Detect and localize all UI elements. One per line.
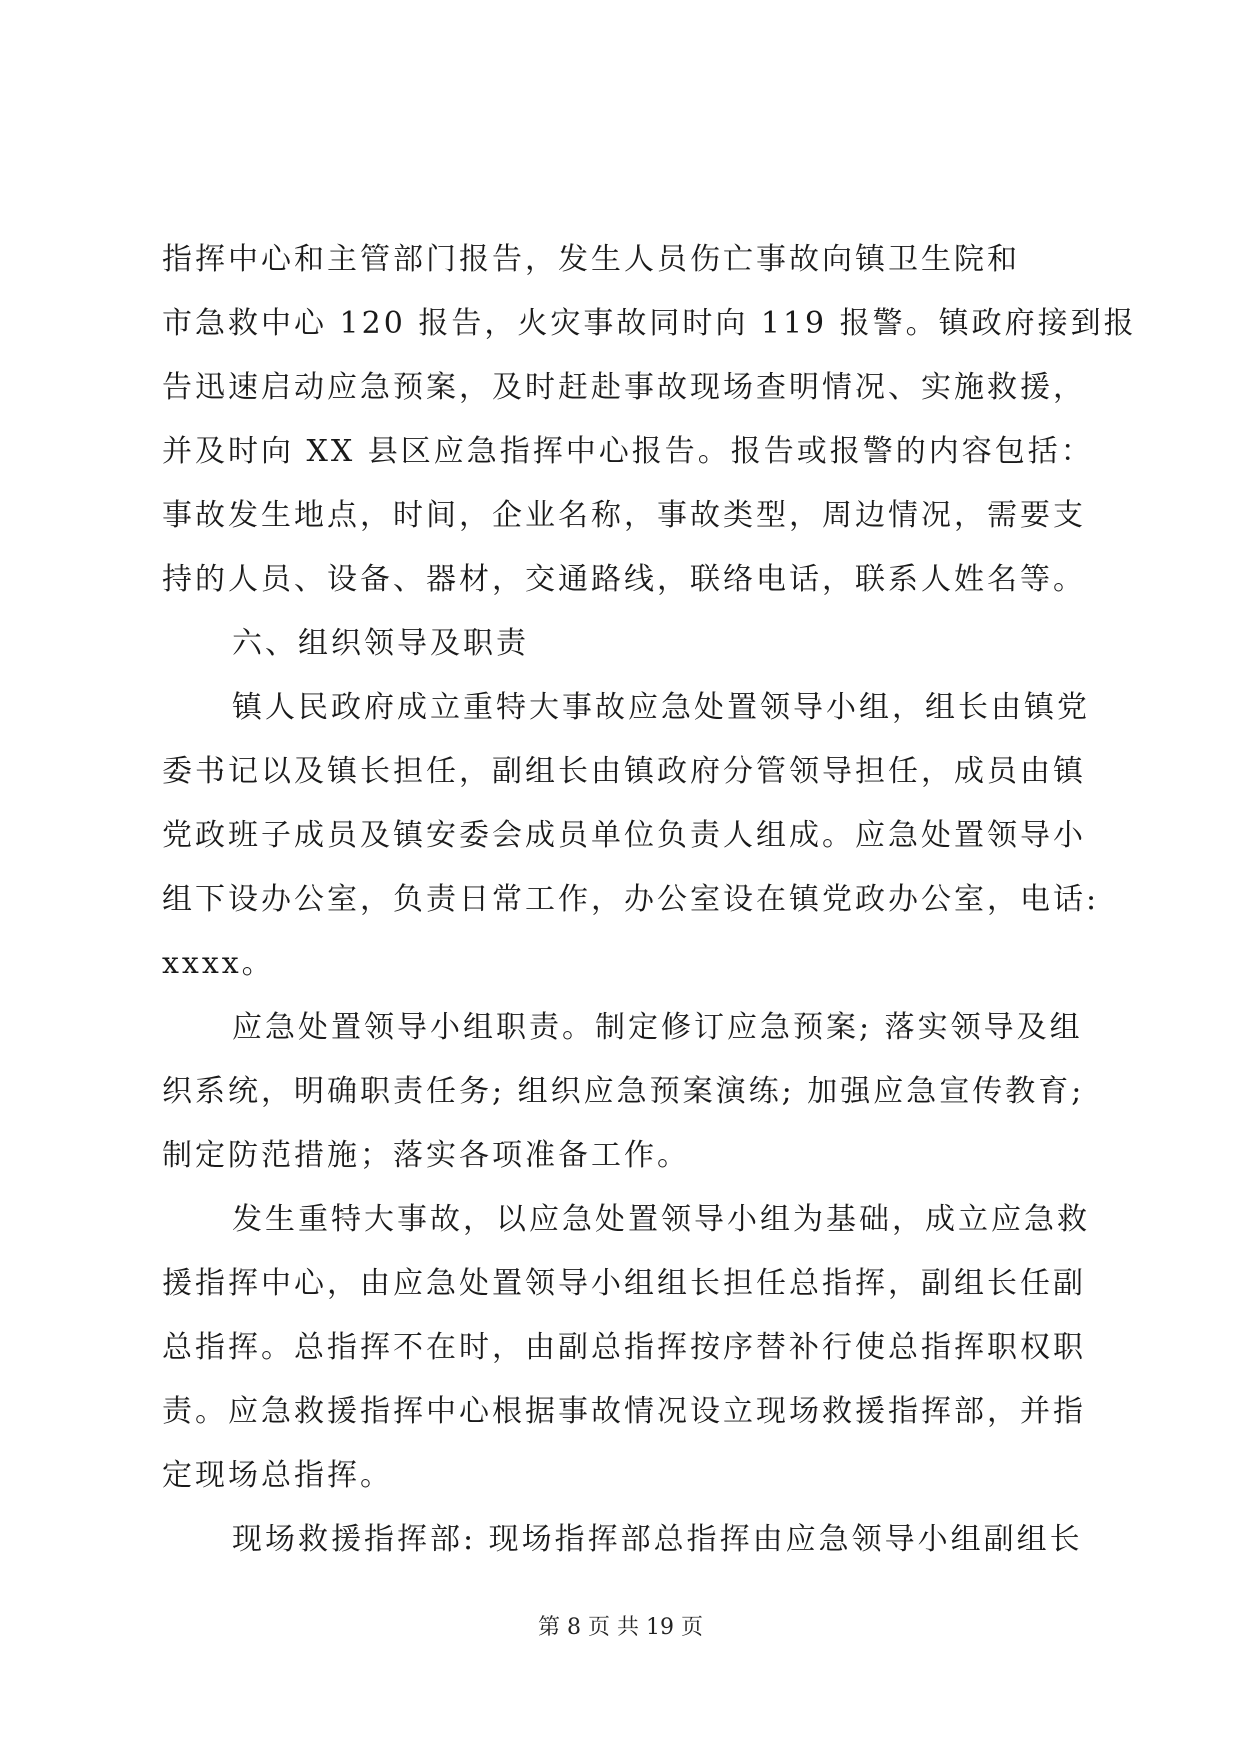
text-line: 镇人民政府成立重特大事故应急处置领导小组，组长由镇党 [232,690,1090,725]
text-line: 援指挥中心，由应急处置领导小组组长担任总指挥，副组长任副 [162,1266,1086,1301]
text-line: 党政班子成员及镇安委会成员单位负责人组成。应急处置领导小 [162,818,1086,853]
text-line: 并及时向 XX 县区应急指挥中心报告。报告或报警的内容包括： [162,434,1094,469]
text-line: 制定防范措施；落实各项准备工作。 [162,1138,690,1173]
section-heading: 六、组织领导及职责 [232,626,529,661]
text-line: 发生重特大事故，以应急处置领导小组为基础，成立应急救 [232,1202,1090,1237]
text-line: 定现场总指挥。 [162,1458,393,1493]
text-line: 持的人员、设备、器材，交通路线，联络电话，联系人姓名等。 [162,562,1086,597]
text-line: 织系统，明确职责任务; 组织应急预案演练; 加强应急宣传教育; [162,1074,1085,1109]
text-line: 组下设办公室，负责日常工作，办公室设在镇党政办公室，电话: [162,882,1100,917]
text-line: 委书记以及镇长担任，副组长由镇政府分管领导担任，成员由镇 [162,754,1086,789]
document-body [162,228,1137,1572]
page-number-footer: 第 8 页 共 19 页 [538,1615,703,1640]
text-line: 总指挥。总指挥不在时，由副总指挥按序替补行使总指挥职权职 [162,1330,1086,1365]
text-line: 告迅速启动应急预案，及时赶赴事故现场查明情况、实施救援， [162,370,1086,405]
text-line: 指挥中心和主管部门报告，发生人员伤亡事故向镇卫生院和 [162,242,1020,277]
text-line: 事故发生地点，时间，企业名称，事故类型，周边情况，需要支 [162,498,1086,533]
text-line: 应急处置领导小组职责。制定修订应急预案; 落实领导及组 [232,1010,1083,1045]
text-line: 市急救中心 120 报告，火灾事故同时向 119 报警。镇政府接到报 [162,306,1137,341]
text-line: 责。应急救援指挥中心根据事故情况设立现场救援指挥部，并指 [162,1394,1086,1429]
text-line: 现场救援指挥部: 现场指挥部总指挥由应急领导小组副组长 [232,1522,1083,1557]
text-line: xxxx。 [162,946,275,981]
